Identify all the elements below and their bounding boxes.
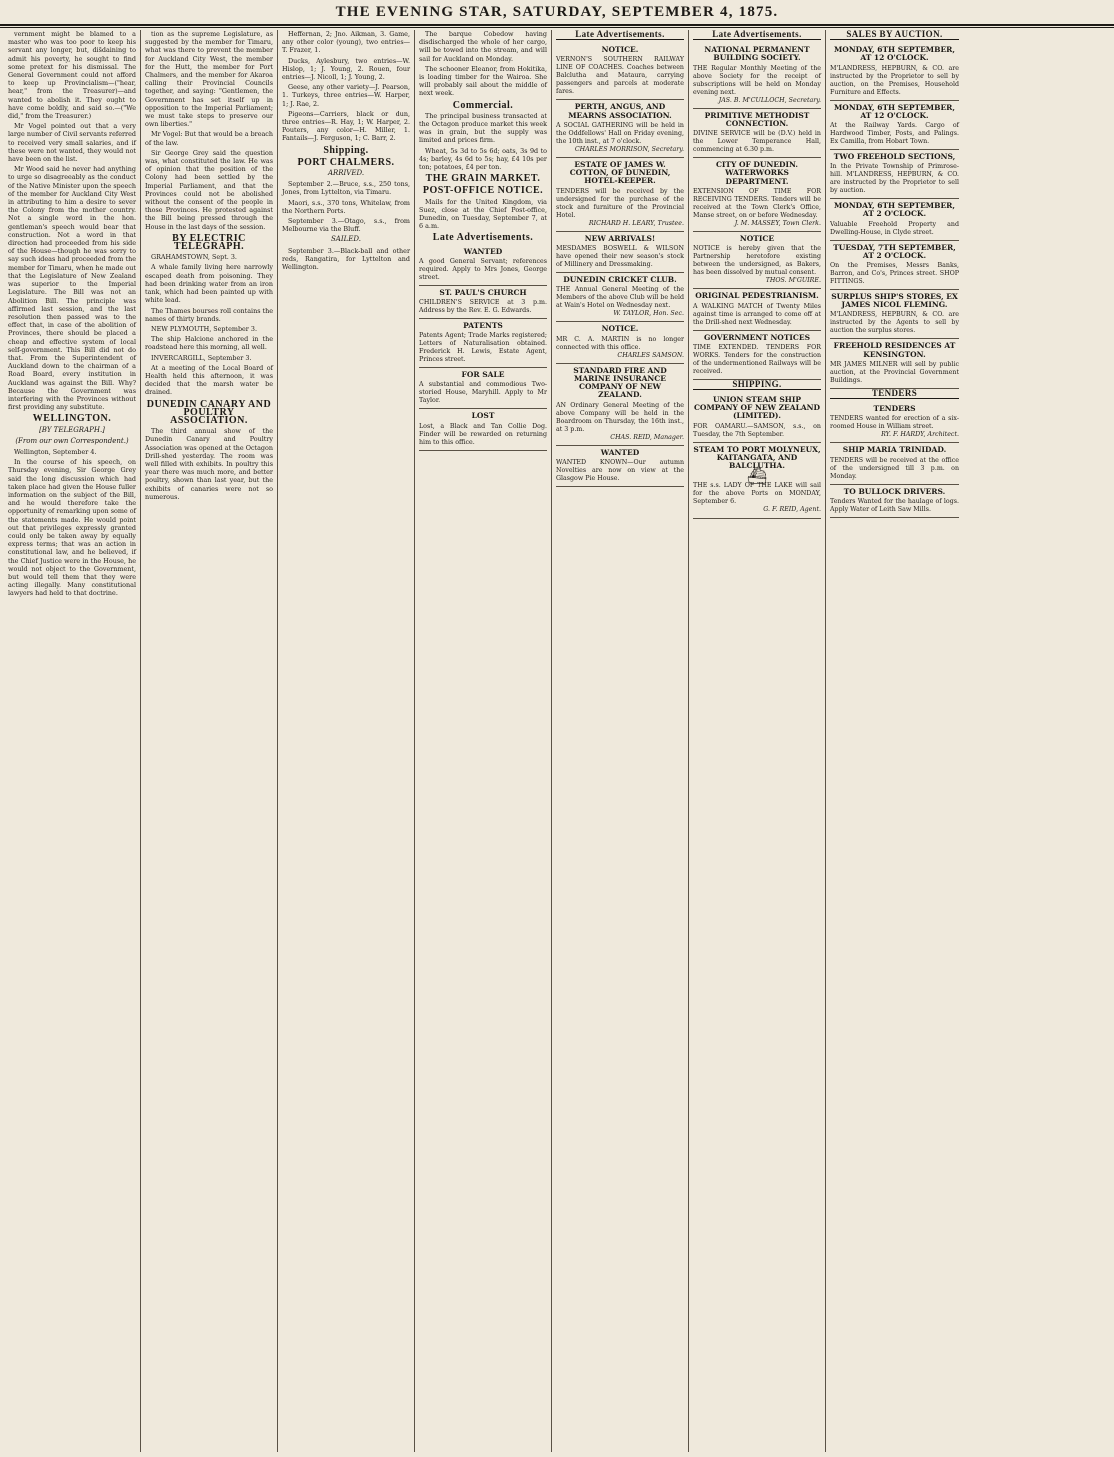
ad-body: THE Regular Monthly Meeting of the above Society for the receipt of subscriptions will be held on Monday evening next.: [693, 64, 821, 96]
ad-body: TENDERS wanted for erection of a six-roomed House in William street.: [830, 415, 959, 431]
ad-body: DIVINE SERVICE will be (D.V.) held in the Lower Temperance Hall, commencing at 6.30 p.m.: [693, 130, 821, 154]
ad-signature: W. TAYLOR, Hon. Sec.: [613, 310, 684, 318]
advertisement: [830, 43, 959, 100]
masthead: [0, 0, 1114, 26]
ad-signature: THOS. M'GUIRE.: [765, 277, 821, 285]
advertisement: [419, 286, 547, 319]
advertisement: [830, 150, 959, 199]
ad-title: FOR SALE: [461, 370, 505, 380]
ad-title: TO BULLOCK DRIVERS.: [843, 486, 946, 496]
ad-title: TUESDAY, 7TH SEPTEMBER, AT 2 O'CLOCK.: [833, 242, 956, 260]
ad-body: THE Annual General Meeting of the Members of the above Club will be held at Wain's Hotel on Wednesday next.: [556, 286, 684, 310]
paragraph: Ducks, Aylesbury, two entries—W. Hislop, 1; J. Young, 2. Rouen, four entries—J. Nicoll, 1; J. Young, 2.: [282, 56, 410, 82]
advertisement: [830, 199, 959, 240]
ad-body: EXTENSION OF TIME FOR RECEIVING TENDERS. Tenders will be received at the Town Clerk's Office, Manse street, on or before Wednesday.: [693, 187, 821, 219]
ad-title: NOTICE.: [601, 45, 639, 55]
advertisement: [693, 393, 821, 443]
advertisement: [556, 158, 684, 232]
section-subheading: SAILED.: [331, 235, 361, 244]
paragraph: NEW PLYMOUTH, September 3.: [151, 324, 257, 333]
ad-title: FREEHOLD RESIDENCES AT KENSINGTON.: [833, 341, 956, 359]
ad-body: FOR OAMARU.—SAMSON, s.s., on Tuesday, the 7th September.: [693, 422, 821, 438]
steamship-icon: ⛴: [746, 466, 768, 486]
ad-title: DUNEDIN CRICKET CLUB.: [563, 275, 677, 285]
column-5: [552, 30, 689, 1452]
advertisement: [556, 446, 684, 487]
paragraph: Maori, s.s., 370 tons, Whitelaw, from the Northern Ports.: [282, 198, 410, 215]
ad-body: M'LANDRESS, HEPBURN, & CO. are instructed by the Proprietor to sell by auction, on the Premises, Household Furniture and Effects.: [830, 64, 959, 96]
ad-body: MR C. A. MARTIN is no longer connected with this office.: [556, 335, 684, 351]
ad-title: WANTED: [463, 246, 503, 256]
column-6: [689, 30, 826, 1452]
advertisement: [556, 364, 684, 446]
advertisement: [830, 290, 959, 339]
ad-body: TENDERS will be received at the office of the undersigned till 3 p.m. on Monday.: [830, 456, 959, 480]
column-4: [415, 30, 552, 1452]
ad-body: Tenders Wanted for the haulage of logs. Apply Water of Leith Saw Mills.: [830, 497, 959, 513]
advertisement: [419, 319, 547, 368]
ad-title: NOTICE.: [601, 324, 639, 334]
ad-body: A WALKING MATCH of Twenty Miles against time is arranged to come off at the Drill-shed next Wednesday.: [693, 302, 821, 326]
section-heading-port: PORT CHALMERS.: [297, 156, 395, 168]
paragraph: Wheat, 5s 3d to 5s 6d; oats, 3s 9d to 4s; barley, 4s 6d to 5s; hay, £4 10s per ton; potatoes, £4 per ton.: [419, 146, 547, 172]
section-heading-late-ads: Late Advertisements.: [432, 232, 534, 244]
advertisement: [830, 101, 959, 150]
advertisement: [556, 322, 684, 363]
paragraph: INVERCARGILL, September 3.: [151, 353, 252, 362]
paragraph: Mails for the United Kingdom, via Suez, close at the Chief Post-office, Dunedin, on Tuesday, September 7, at 6 a.m.: [419, 197, 547, 231]
ad-title: LOST: [471, 411, 495, 421]
paragraph: tion as the supreme Legislature, as suggested by the member for Timaru, what was there to prevent the member for Auckland City West, the member for the Hutt, the member for Port Chalmers, and the member for Akaroa calling their Provincial Councils together, and saying: "Gentlemen, the Government has set itself up in opposition to the Imperial Parliament; we must take steps to preserve our own liberties.": [145, 30, 273, 129]
section-subheading: [BY TELEGRAPH.]: [39, 425, 105, 434]
paragraph: The Thames bourses roll contains the names of thirty brands.: [145, 306, 273, 323]
advertisement: [693, 43, 821, 109]
paragraph: Pigeons—Carriers, black or dun, three entries—R. Hay, 1; W. Harper, 2. Pouters, any color—H. Miller, 1. Fantails—J. Ferguson, 1; C. Barr, 2.: [282, 109, 410, 143]
ad-title: SHIP MARIA TRINIDAD.: [842, 445, 947, 455]
ad-title: NATIONAL PERMANENT BUILDING SOCIETY.: [704, 45, 810, 63]
paragraph: September 3.—Black-ball and other reds, Rangatira, for Lyttelton and Wellington.: [282, 246, 410, 272]
ad-signature: CHARLES SAMSON.: [617, 351, 684, 359]
advertisement: [556, 273, 684, 322]
advertisement: [830, 443, 959, 484]
paragraph: vernment might be blamed to a master who was too poor to keep his servant any longer, but, dis̄daining to admit his poverty, he sought to find some pretext for his dismissal. The General Government could not afford to keep up Provincialism—("hear, hear," from the Treasurer)—and wanted to abolish it. They ought to have come boldly, and said so.—("We did," from the Treasurer.): [8, 30, 136, 121]
ad-title: SURPLUS SHIP'S STORES, EX JAMES NICOL FLEMING.: [831, 292, 958, 310]
section-heading-grain: THE GRAIN MARKET.: [425, 173, 541, 185]
paragraph: Wellington, September 4.: [14, 447, 97, 456]
advertisement: [693, 289, 821, 330]
section-subheading: (From our own Correspondent.): [15, 436, 129, 445]
advertisement: [830, 241, 959, 290]
paragraph: Sir George Grey said the question was, what constituted the law. He was of opinion that the position of the Colony had been settled by the Imperial Parliament, and that the Provinces could not be abolished without the consent of the people in those Provinces. He protested against the Bill being pressed through the House in the last days of the session.: [145, 148, 273, 231]
paragraph: The schooner Eleanor, from Hokitika, is loading timber for the Wairoa. She will probably sail about the middle of next week.: [419, 64, 547, 98]
column-heading: SHIPPING.: [693, 380, 821, 390]
ad-body: NOTICE is hereby given that the Partnership heretofore existing between the undersigned, as Bakers, has been dissolved by mutual consent.: [693, 245, 821, 277]
ad-body: TENDERS will be received by the undersigned for the purchase of the stock and furniture of the Provincial Hotel.: [556, 187, 684, 219]
advertisement: [556, 43, 684, 100]
advertisement: [693, 109, 821, 158]
column-heading: TENDERS: [830, 389, 959, 399]
paragraph: Mr Vogel pointed out that a very large number of Civil servants referred to received very small salaries, and if these were not wanted, they would not have been on the list.: [8, 122, 136, 164]
ad-title: WANTED: [600, 447, 640, 457]
ad-body: WANTED KNOWN—Our autumn Novelties are now on view at the Glasgow Pie House.: [556, 459, 684, 483]
ad-title: PERTH, ANGUS, AND MEARNS ASSOCIATION.: [568, 102, 672, 120]
newspaper-title: THE EVENING STAR, SATURDAY, SEPTEMBER 4, 1875.: [335, 3, 779, 20]
column-7: [826, 30, 963, 1452]
ad-body: THE s.s. LADY OF THE LAKE will sail for the above Ports on MONDAY, September 6.: [693, 482, 821, 506]
ad-body: M'LANDRESS, HEPBURN, & CO. are instructed by the Agents to sell by auction the surplus stores.: [830, 311, 959, 335]
ad-signature: CHAS. REID, Manager.: [610, 433, 684, 441]
ad-body: In the Private Township of Primrose-hill. M'LANDRESS, HEPBURN, & CO. are instructed by the Proprietor to sell by auction.: [830, 163, 959, 195]
paragraph: September 2.—Bruce, s.s., 250 tons, Jones, from Lyttelton, via Timaru.: [282, 180, 410, 197]
column-1: [4, 30, 141, 1452]
advertisement: [419, 368, 547, 409]
ad-signature: RY. F. HARDY, Architect.: [881, 431, 959, 439]
ad-body: At the Railway Yards. Cargo of Hardwood Timber, Posts, and Palings. Ex Camilla, from Hobart Town.: [830, 122, 959, 146]
ad-title: ST. PAUL'S CHURCH: [439, 287, 527, 297]
ad-title: MONDAY, 6TH SEPTEMBER, AT 12 O'CLOCK.: [833, 102, 956, 120]
advertisement: [693, 331, 821, 380]
ad-body: VERNON'S SOUTHERN RAILWAY LINE OF COACHES. Coaches between Balclutha and Mataura, carrying passengers and parcels at moderate fares.: [556, 56, 684, 96]
paragraph: Mr Vogel: But that would be a breach of the law.: [145, 130, 273, 147]
ad-title: ESTATE OF JAMES W. COTTON, OF DUNEDIN, HOTEL-KEEPER.: [569, 160, 671, 186]
advertisement: [419, 409, 547, 450]
section-heading-shipping: Shipping.: [323, 144, 369, 156]
section-subheading: ARRIVED.: [327, 169, 365, 178]
ad-body: A good General Servant; references required. Apply to Mrs Jones, George street.: [419, 257, 547, 281]
ad-title: PATENTS: [463, 321, 503, 331]
column-heading: Late Advertisements.: [556, 30, 684, 40]
ad-signature: CHARLES MORRISON, Secretary.: [574, 145, 684, 153]
ad-title: TWO FREEHOLD SECTIONS,: [833, 152, 956, 162]
column-3: [278, 30, 415, 1452]
masthead-rule: [0, 27, 1114, 28]
ad-body: Valuable Freehold Property and Dwelling-House, in Clyde street.: [830, 220, 959, 236]
paragraph: The third annual show of the Dunedin Canary and Poultry Association was opened at the Octagon Drill-shed yesterday. The room was well filled with exhibits. In poultry this year there was much more, and better poultry, shown than last year, but the exhibits of canaries were not so numerous.: [145, 427, 273, 501]
advertisement: [693, 232, 821, 289]
ad-signature: JAS. B. M'CULLOCH, Secretary.: [718, 96, 821, 104]
paragraph: In the course of his speech, on Thursday evening, Sir George Grey said the long discussion which had taken place had given the House fuller information on the subject of the Bill, and he would therefore take the opportunity of remarking upon some of the statements made. He would point out that privileges expressly granted could only be taken away by equally express terms; that was an action in constitutional law, and he believed, if the Chief Justice were in the House, he would not object to the Government, but would tell them that they were acting illegally. Many constitutional lawyers had held to that doctrine.: [8, 458, 136, 598]
advertisement: [830, 402, 959, 443]
column-heading: Late Advertisements.: [693, 30, 821, 40]
section-heading-wellington: WELLINGTON.: [32, 413, 112, 425]
section-heading-commercial: Commercial.: [452, 99, 514, 111]
ad-title: NEW ARRIVALS!: [584, 233, 656, 243]
section-heading-canary: DUNEDIN CANARY AND POULTRY ASSOCIATION.: [146, 398, 272, 426]
ad-body: Lost, a Black and Tan Collie Dog. Finder will be rewarded on returning him to this office.: [419, 422, 547, 446]
ad-body: TIME EXTENDED. TENDERS FOR WORKS. Tenders for the construction of the undermentioned Railways will be received.: [693, 343, 821, 375]
ad-title: PRIMITIVE METHODIST CONNECTION.: [704, 110, 810, 129]
advertisement: [693, 443, 821, 519]
paragraph: The barque Cobedow having disdischarged the whole of her cargo, will be towed into the stream, and will sail for Auckland on Monday.: [419, 30, 547, 63]
section-heading-postoffice: POST-OFFICE NOTICE.: [422, 185, 544, 197]
ad-body: AN Ordinary General Meeting of the above Company will be held in the Boardroom on Thursday, the 16th inst., at 3 p.m.: [556, 401, 684, 433]
ad-title: CITY OF DUNEDIN. WATERWORKS DEPARTMENT.: [715, 160, 799, 186]
ad-body: MR JAMES MILNER will sell by public auction, at the Provincial Government Buildings.: [830, 360, 959, 384]
column-heading: SALES BY AUCTION.: [830, 30, 959, 40]
paragraph: Heffernan, 2; Jno. Aikman, 3. Game, any other color (young), two entries—T. Frazer, 1.: [282, 30, 410, 55]
ad-title: GOVERNMENT NOTICES: [703, 332, 811, 342]
advertisement: [419, 245, 547, 286]
ad-title: ORIGINAL PEDESTRIANISM.: [695, 291, 819, 301]
ad-title: TENDERS: [873, 404, 916, 414]
ad-body: A substantial and commodious Two-storied House, Maryhill. Apply to Mr Taylor.: [419, 381, 547, 405]
ad-body: On the Premises, Messrs Banks, Barron, and Co's, Princes street. SHOP FITTINGS.: [830, 262, 959, 286]
newspaper-page: [4, 30, 1110, 1452]
ad-title: STEAM TO PORT MOLYNEUX, KAITANGATA, AND BALCLUTHA.: [693, 444, 821, 471]
advertisement: [556, 232, 684, 273]
paragraph: GRAHAMSTOWN, Sept. 3.: [151, 253, 237, 262]
paragraph: Mr Wood said he never had anything to urge so disagreeably as the conduct of the Native Minister upon the speech of the member for Auckland City West in attributing to him a desire to sever the Colony from the mother country. Not a single word in the hon. gentleman's speech would bear that construction. Not a word in that direction had proceeded from his side of the House—though he was sorry to say such ideas had proceeded from the member for Timaru, when he made out that the Legislature of New Zealand was superior to the Imperial Legislature. The Bill was not an Abolition Bill. The principle was affirmed last session, and the last resolution then passed was to the effect that, in case of the abolition of Provinces, there should be placed a cheap and effective system of local self-government. This Bill did not do that. From the Superintendent of Auckland down to the chairman of a Road Board, every institution in Auckland was against the Bill. Why? Because the Government was interfering with the Provinces without first providing any substitute.: [8, 165, 136, 412]
advertisement: [556, 100, 684, 158]
column-2: [141, 30, 278, 1452]
paragraph: A whale family living here narrowly escaped death from poisoning. They had been drinking water from an iron tank, which had been painted up with white lead.: [145, 263, 273, 305]
ad-body: Patents Agent; Trade Marks registered; Letters of Naturalisation obtained. Frederick H. Lewis, Estate Agent, Princes street.: [419, 332, 547, 364]
section-heading-telegraph: BY ELECTRIC TELEGRAPH.: [172, 232, 246, 253]
advertisement: [693, 158, 821, 232]
ad-body: MESDAMES BOSWELL & WILSON have opened their new season's stock of Millinery and Dressmaking.: [556, 245, 684, 269]
paragraph: Geese, any other variety—J. Pearson, 1. Turkeys, three entries—W. Harper, 1; J. Rae, 2.: [282, 83, 410, 108]
ad-signature: RICHARD H. LEARY, Trustee.: [588, 219, 684, 227]
ad-body: CHILDREN'S SERVICE at 3 p.m. Address by the Rev. E. G. Edwards.: [419, 299, 547, 315]
ad-title: STANDARD FIRE AND MARINE INSURANCE COMPANY OF NEW ZEALAND.: [573, 365, 667, 400]
ad-signature: G. F. REID, Agent.: [763, 506, 821, 514]
advertisement: [830, 339, 959, 388]
paragraph: September 3.—Otago, s.s., from Melbourne via the Bluff.: [282, 217, 410, 234]
ad-title: UNION STEAM SHIP COMPANY OF NEW ZEALAND (LIMITED).: [693, 395, 821, 421]
advertisement: [830, 485, 959, 518]
ad-body: A SOCIAL GATHERING will be held in the Oddfellows' Hall on Friday evening, the 10th inst., at 7 o'clock.: [556, 121, 684, 145]
ad-title: MONDAY, 6TH SEPTEMBER, AT 2 O'CLOCK.: [833, 201, 956, 219]
ad-title: MONDAY, 6TH SEPTEMBER, AT 12 O'CLOCK.: [833, 45, 956, 63]
ad-signature: J. M. MASSEY, Town Clerk.: [734, 219, 821, 227]
paragraph: The ship Halcione anchored in the roadstead here this morning, all well.: [145, 335, 273, 352]
paragraph: The principal business transacted at the Octagon produce market this week was in grain, but the supply was limited and prices firm.: [419, 111, 547, 145]
paragraph: At a meeting of the Local Board of Health held this afternoon, it was decided that the marsh water be drained.: [145, 363, 273, 397]
ad-title: NOTICE: [739, 234, 775, 244]
